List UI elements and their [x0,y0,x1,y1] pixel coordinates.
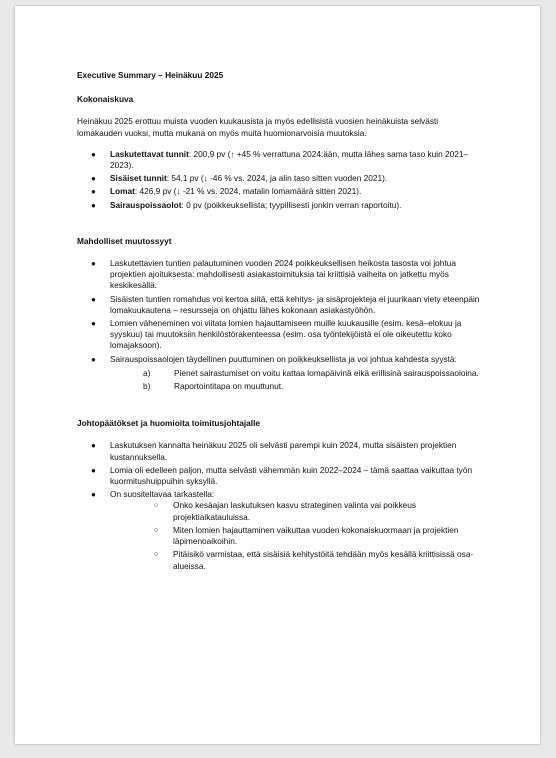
bullet-icon: ● [91,200,96,210]
item-label: Sairauspoissaolot [110,199,182,210]
list-item [77,149,482,171]
sub-list-item [110,549,482,571]
section-heading-causes: Mahdolliset muutossyyt [77,235,172,246]
circle-bullet-icon: ○ [154,502,159,510]
item-text: : 54,1 pv (↓ -46 % vs. 2024, ja alin taso sitten vuoden 2021). [166,173,388,184]
item-marker: b) [143,381,151,392]
item-text: : 0 pv (poikkeuksellista; tyypillisesti jonkin verran raportoitu). [181,199,402,210]
list-item [77,200,482,211]
bullet-icon: ● [91,441,96,451]
list-item [77,294,482,316]
list-item [77,440,482,462]
item-text: Miten lomien hajauttaminen vaikuttaa vuoden kokonaiskuormaan ja projektien läpimenoaikoihin. [173,524,459,547]
item-text: Onko kesäajan laskutuksen kasvu strateginen valinta vai poikkeus projektiaikatauluissa. [173,500,417,522]
item-text: Lomien väheneminen voi viitata lomien hajauttamiseen muille kuukausille (esim. kesä–elokuu ja syyskuu) tai muutoksiin henkilöstörakenteessa (esim. osa työntekijöistä ei ole oikeutettu koko lomajaksoon). [110,318,462,351]
item-text: On suositeltavaa tarkastella: [110,489,215,500]
overview-list [77,149,482,211]
bullet-icon: ● [91,354,96,364]
sub-list-item [110,500,482,522]
section-heading-conclusions: Johtopäätökset ja huomioita toimitusjohtajalle [77,418,261,429]
sub-list-item [110,525,482,547]
sub-list-item [110,381,482,392]
list-item [77,318,482,352]
document-title: Executive Summary – Heinäkuu 2025 [77,70,224,80]
item-text: Pitäisikö varmistaa, että sisäisiä kehitystöitä tehdään myös kesällä kriittisissä osa-alueissa. [173,549,474,571]
document-page [15,6,540,744]
overview-intro: Heinäkuu 2025 erottuu muista vuoden kuukausista ja myös edellisistä vuosien heinäkuista selvästi lomakauden vuoksi, mutta mukana on myös muita huomionarvoisia muutoksia. [77,116,439,138]
item-text: Laskutuksen kannalta heinäkuu 2025 oli selvästi parempi kuin 2024, mutta sisäisten projektien kustannuksella. [110,440,457,462]
sub-list-item [110,368,482,379]
item-label: Sisäiset tunnit [110,173,167,184]
item-text: Raportointitapa on muuttunut. [174,381,284,392]
bullet-icon: ● [91,149,96,159]
item-label: Lomat [110,186,135,197]
bullet-icon: ● [91,259,96,269]
list-item [77,465,482,487]
list-item [77,354,482,393]
section-heading-overview: Kokonaiskuva [77,94,134,105]
circle-bullet-icon: ○ [154,551,159,559]
item-marker: a) [143,367,151,378]
item-text: Sairauspoissaolojen täydellinen puuttuminen on poikkeuksellista ja voi johtua kahdesta syystä: [110,353,457,364]
document-body [77,70,482,574]
item-label: Laskutettavat tunnit [110,148,189,159]
item-text: : 200,9 pv (↑ +45 % verrattuna 2024:ään, mutta lähes sama taso kuin 2021–2023). [110,148,469,171]
conclusions-list [77,440,482,571]
list-item [77,173,482,184]
item-text: Pienet sairastumiset on voitu kattaa lomapäivinä eikä erillisinä sairauspoissaoloina. [174,367,479,378]
sub-list [110,500,482,571]
causes-list [77,258,482,392]
circle-bullet-icon: ○ [154,526,159,534]
sub-list [110,368,482,392]
bullet-icon: ● [91,174,96,184]
item-text: : 426,9 pv (↓ -21 % vs. 2024, matalin lomamäärä sitten 2021). [134,186,362,197]
bullet-icon: ● [91,490,96,500]
bullet-icon: ● [91,319,96,329]
list-item [77,186,482,197]
bullet-icon: ● [91,294,96,304]
item-text: Laskutettavien tuntien palautuminen vuoden 2024 poikkeuksellisen heikosta tasosta voi johtua projektien ajoituksesta: mahdollisesti asiakastoimituksia tai kriittisiä vaiheita on jatkettu myös keskikesällä. [110,258,456,291]
list-item [77,258,482,292]
item-text: Sisäisten tuntien romahdus voi kertoa siitä, että kehitys- ja sisäprojekteja ei juurikaan viety eteenpäin lomakuukautena – resursseja on ohjattu lähes kokonaan asiakastyöhön. [110,293,480,315]
bullet-icon: ● [91,465,96,475]
item-text: Lomia oli edelleen paljon, mutta selvästi vähemmän kuin 2022–2024 – tämä saattaa vaikuttaa työn kuormitushuippuihin syksyllä. [110,464,473,487]
list-item [77,489,482,571]
bullet-icon: ● [91,187,96,197]
